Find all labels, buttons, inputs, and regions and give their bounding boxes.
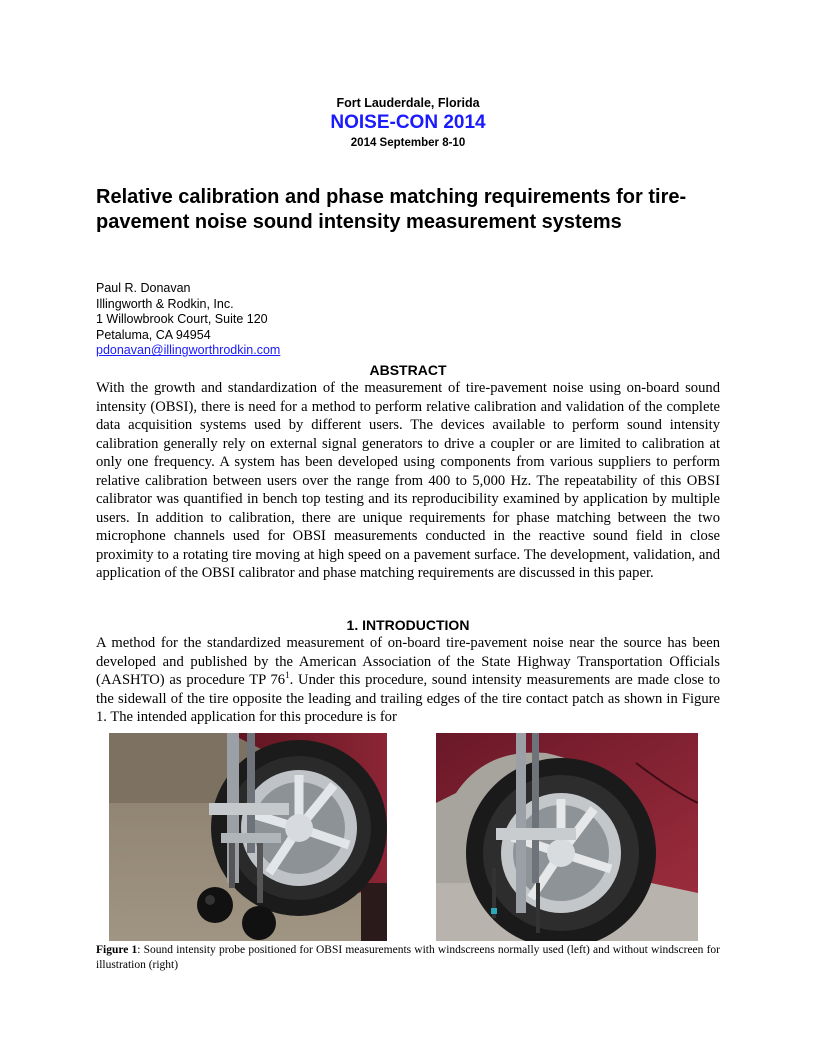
conference-dates: 2014 September 8-10	[350, 137, 466, 149]
abstract-text: With the growth and standardization of the measurement of tire-pavement noise using on-board sound intensity (OBSI), there is need for a method to perform relative calibration and validation of the complete data acquisition systems used by different users. The devices available to perform sound intensity calibration generally rely on external signal generators to drive a coupler or are limited to calibration at only one frequency. A system has been developed using components from various suppliers to perform relative calibration between users over the range from 400 to 5,000 Hz. The repeatability of this OBSI calibrator was quantified in bench top testing and its reproducibility examined by application by multiple users. In addition to calibration, there are unique requirements for phase matching between the two microphone channels used for OBSI measurements conducted in the reactive sound field in close proximity to a rotating tire moving at high speed on a pavement surface. The development, validation, and application of the OBSI calibrator and phase matching requirements are discussed in this paper.	[96, 380, 720, 581]
author-name: Paul R. Donavan	[96, 281, 191, 295]
author-email-link[interactable]: pdonavan@illingworthrodkin.com	[96, 343, 281, 358]
abstract-heading: ABSTRACT	[369, 362, 447, 378]
author-organization: Illingworth & Rodkin, Inc.	[96, 296, 234, 311]
conference-title: NOISE-CON 2014	[330, 112, 486, 133]
figure-caption-text: : Sound intensity probe positioned for OBSI measurements with windscreens normally used (left) and without windscreen for illustration (right)	[96, 944, 720, 971]
introduction-heading: 1. INTRODUCTION	[346, 617, 470, 633]
introduction-text	[96, 634, 720, 727]
author-address-line2: Petaluma, CA 94954	[96, 327, 211, 342]
author-block	[96, 281, 280, 359]
intro-text-part2: . Under this procedure, sound intensity measurements are made close to the sidewall of the tire opposite the leading and trailing edges of the tire contact patch as shown in Figure 1. The intended application for this procedure is for	[96, 672, 720, 725]
conference-location: Fort Lauderdale, Florida	[336, 96, 480, 110]
paper-title: Relative calibration and phase matching requirements for tire-pavement noise sound intensity measurement systems	[96, 186, 687, 233]
figure-1-left-photo	[109, 733, 387, 941]
reference-1-superscript[interactable]: 1	[285, 670, 290, 681]
figure-label: Figure 1	[96, 944, 138, 956]
figure-1-right-photo	[436, 733, 698, 941]
figure-1-caption	[96, 943, 720, 972]
author-address-line1: 1 Willowbrook Court, Suite 120	[96, 312, 268, 327]
intro-text-part1: A method for the standardized measurement of on-board tire-pavement noise near the source has been developed and published by the American Association of the State Highway Transportation Officials (AASHTO) as procedure TP 76	[96, 635, 720, 688]
